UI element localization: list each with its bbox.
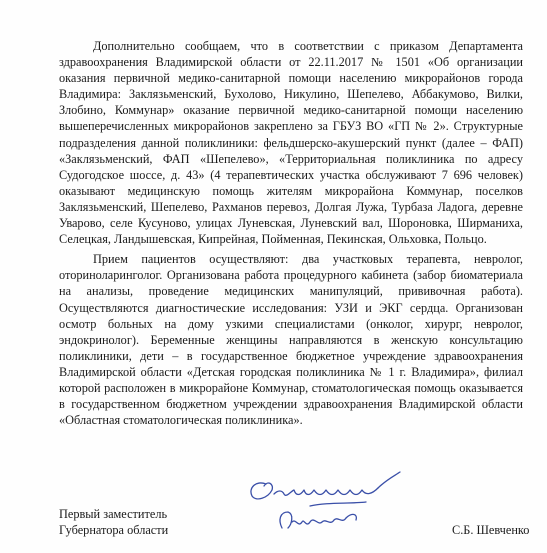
signatory-position — [59, 506, 168, 538]
signatory-position-line2: Губернатора области — [59, 523, 169, 537]
letter-body — [59, 38, 523, 428]
handwritten-signature — [238, 462, 413, 542]
paragraph-2: Прием пациентов осуществляют: два участковых терапевта, невролог, оториноларинголог. Организована работа процедурного кабинета (забор биоматериала на анализы, проведение медицинских манипуляций, прививочная работа). Осуществляются диагностические исследования: УЗИ и ЭКГ сердца. Организован осмотр больных на дому узкими специалистами (онколог, хирург, невролог, эндокринолог). Беременные женщины направляются в женскую консультацию поликлиники, дети – в государственное бюджетное учреждение здравоохранения Владимирской области «Детская городская поликлиника № 1 г. Владимира», филиал которой расположен в микрорайоне Коммунар, стоматологическая помощь оказывается в государственном бюджетном учреждении здравоохранения Владимирской области «Областная стоматологическая поликлиника». — [59, 252, 523, 428]
signatory-name: С.Б. Шевченко — [452, 523, 530, 537]
signatory-position-line1: Первый заместитель — [59, 507, 168, 521]
paragraph-1: Дополнительно сообщаем, что в соответствии с приказом Департамента здравоохранения Владимирской области от 22.11.2017 № 1501 «Об организации оказания первичной медико-санитарной помощи населению микрорайонов города Владимира: Заклязьменский, Бухолово, Никулино, Шепелево, Аббакумово, Вилки, Злобино, Коммунар» оказание первичной медико-санитарной помощи населению вышеперечисленных микрорайонов закреплено за ГБУЗ ВО «ГП № 2». Структурные подразделения данной поликлиники: фельдшерско-акушерский пункт (далее – ФАП) «Заклязьменский, ФАП «Шепелево», «Территориальная поликлиника по адресу Судогодское шоссе, д. 43» (4 терапевтических участка обслуживают 7 696 человек) оказывают медицинскую помощь жителям микрорайона Коммунар, поселков Заклязьменский, Шепелево, Рахманов перевоз, Долгая Лужа, Турбаза Ладога, деревне Уварово, селе Кусуново, улицах Луневская, Луневский вал, Шороновка, Ширманиха, Селецкая, Ландышевская, Кипрейная, Пойменная, Пекинская, Ольховка, Польцо. — [59, 39, 523, 247]
